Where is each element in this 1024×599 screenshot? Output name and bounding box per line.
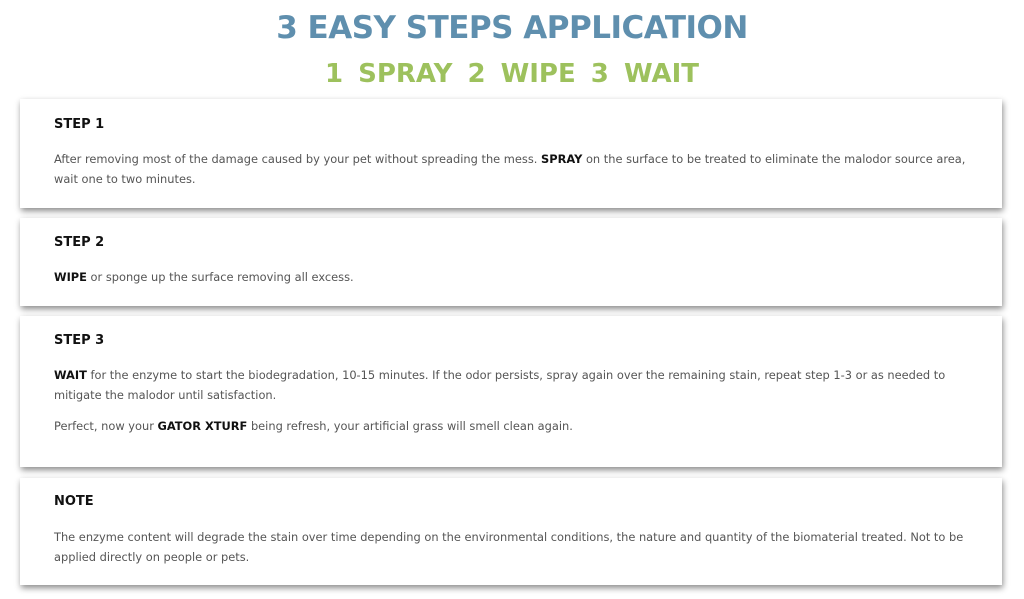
step-1-text-part: on the surface to be treated to eliminate the malodor source area, wait one to two minutes.: [54, 152, 966, 186]
note-heading: NOTE: [54, 494, 94, 509]
note-card: [20, 478, 1002, 585]
page-subtitle: 1 SPRAY 2 WIPE 3 WAIT: [324, 59, 699, 89]
step-1-text: [54, 149, 968, 189]
step-3-followup-text: [54, 416, 968, 436]
step-3-text: [54, 365, 968, 405]
step-2-text: [54, 267, 968, 287]
wipe-keyword: WIPE: [54, 270, 87, 284]
step-1-card: [20, 99, 1002, 208]
wait-keyword: WAIT: [54, 368, 87, 382]
step-3-card: [20, 316, 1002, 467]
step-1-text-part: After removing most of the damage caused by your pet without spreading the mess.: [54, 152, 542, 166]
step-2-card: [20, 218, 1002, 306]
step-3-heading: STEP 3: [54, 333, 105, 348]
spray-keyword: SPRAY: [541, 152, 583, 166]
step-3-text-part: for the enzyme to start the biodegradation, 10-15 minutes. If the odor persists, spray again over the remaining stain, repeat step 1-3 or as needed to mitigate the malodor until satisfaction.: [54, 368, 946, 402]
step-3-followup-part: being refresh, your artificial grass will smell clean again.: [247, 419, 573, 433]
page-title: 3 EASY STEPS APPLICATION: [276, 10, 748, 46]
step-2-heading: STEP 2: [54, 235, 105, 250]
step-2-text-part: or sponge up the surface removing all excess.: [86, 270, 354, 284]
note-text: The enzyme content will degrade the stain over time depending on the environmental conditions, the nature and quantity of the biomaterial treated. Not to be applied directly on people or pets.: [54, 530, 964, 564]
step-1-heading: STEP 1: [54, 117, 105, 132]
step-3-followup-part: Perfect, now your: [54, 419, 158, 433]
brand-name: GATOR XTURF: [157, 419, 248, 433]
